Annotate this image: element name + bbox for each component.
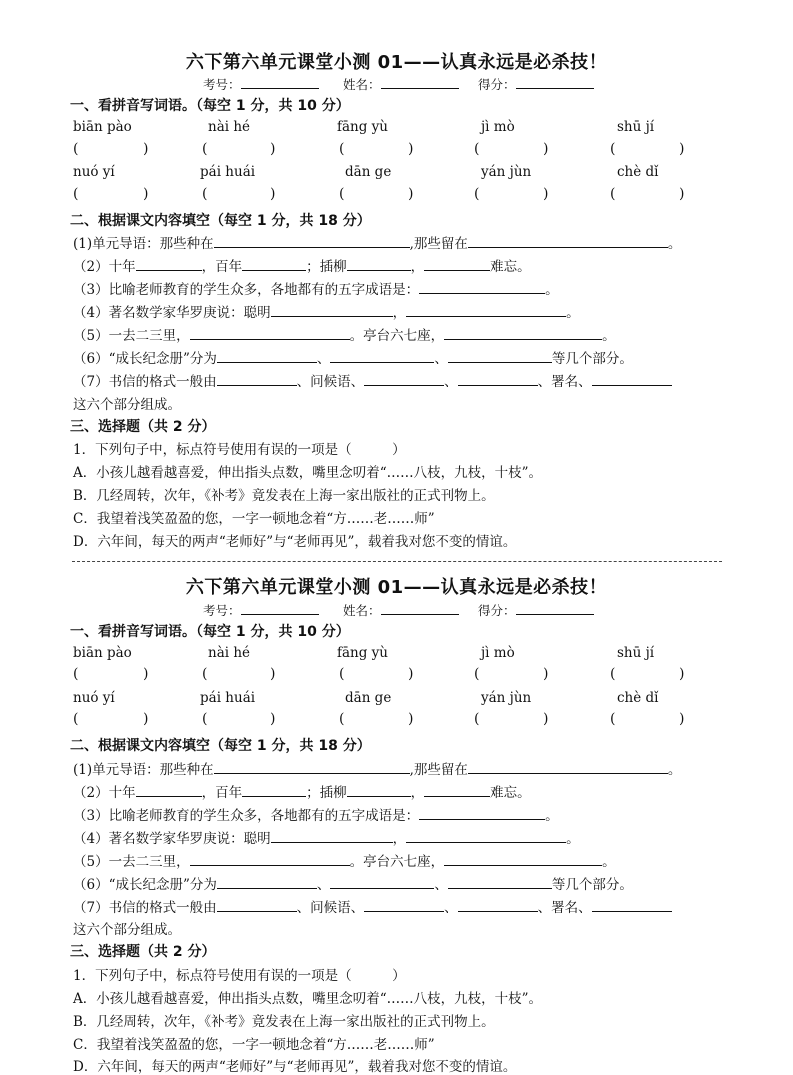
pinyin-item: nài hé	[208, 119, 251, 135]
fill-question-7: （7）书信的格式一般由 、问候语、 、 、署名、	[73, 370, 672, 390]
fill-question-7: （7）书信的格式一般由 、问候语、 、 、署名、	[73, 896, 672, 916]
exam-id-field: 考号：	[203, 75, 319, 93]
section3-heading: 三、选择题（共 2 分）	[70, 419, 216, 435]
fill-question-7-continued: 这六个部分组成。	[73, 922, 181, 938]
choice-question: 1．下列句子中，标点符号使用有误的一项是（ ）	[73, 968, 406, 984]
pinyin-item: chè dǐ	[617, 164, 659, 180]
cut-line-divider	[72, 561, 722, 562]
choice-option-a: A．小孩儿越看越喜爱，伸出指头点数，嘴里念叨着“……八枝，九枝，十枝”。	[73, 991, 543, 1007]
score-field: 得分：	[478, 601, 594, 619]
choice-option-a: A．小孩儿越看越喜爱，伸出指头点数，嘴里念叨着“……八枝，九枝，十枝”。	[73, 465, 543, 481]
pinyin-item: jì mò	[481, 119, 515, 135]
worksheet-title: 六下第六单元课堂小测 01——认真永远是必杀技！	[185, 52, 608, 73]
name-field: 姓名：	[343, 75, 459, 93]
pinyin-item: yán jùn	[481, 690, 532, 706]
section3-heading: 三、选择题（共 2 分）	[70, 944, 216, 960]
worksheet-page: 六下第六单元课堂小测 01——认真永远是必杀技！ 考号： 姓名： 得分： 一、看拼音写词语。（每空 1 分，共 10 分） biān pào nài hé fāng yù jì mò shū jí ( ) ( ) ( ) ( ) ( ) nuó yí pái huái dān ge yán jùn chè dǐ ( ) ( ) ( ) ( ) ( ) 二、根据课文内容填空（每空 1 分，共 18 分） (1)单元导语：那些种在 ,那些留在 。 （2）十年 ，百年 ；插柳 ， 难忘。 （3）比喻老师教育的学生众多，各地都有的五字成语是： 。 （4）著名数学家华罗庚说：聪明 ， 。 （5）一去二三里， 。亭台六七座， 。 （6）“成长纪念册”分为 、 、 等几个部分。 （7）书信的格式一般由 、问候语、 、 、署名、 这六个部分组成。 三、选择题（共 2 分） 1．下列句子中，标点符号使用有误的一项是（ ） A．小孩儿越看越喜爱，伸出指头点数，嘴里念叨着“……八枝，九枝，十枝”。 B．几经周转，次年，《补考》竟发表在上海一家出版社的正式刊物上。 C．我望着浅笑盈盈的您，一字一顿地念着“方……老……师” D．六年间，每天的两声“老师好”与“老师再见”，载着我对您不变的情谊。 六下第六单元课堂小测 01——认真永远是必杀技！ 考号： 姓名： 得分： 一、看拼音写词语。（每空 1 分，共 10 分） biān pào nài hé fāng yù jì mò shū jí ( ) ( ) ( ) ( ) ( ) nuó yí pái huái dān ge yán jùn chè dǐ ( ) ( ) ( ) ( ) ( ) 二、根据课文内容填空（每空 1 分，共 18 分） (1)单元导语：那些种在 ,那些留在 。 （2）十年 ，百年 ；插柳 ， 难忘。 （3）比喻老师教育的学生众多，各地都有的五字成语是： 。 （4）著名数学家华罗庚说：聪明 ， 。 （5）一去二三里， 。亭台六七座， 。 （6）“成长纪念册”分为 、 、 等几个部分。 （7）书信的格式一般由 、问候语、 、 、署名、 这六个部分组成。 三、选择题（共 2 分） 1．下列句子中，标点符号使用有误的一项是（ ） A．小孩儿越看越喜爱，伸出指头点数，嘴里念叨着“……八枝，九枝，十枝”。 B．几经周转，次年，《补考》竟发表在上海一家出版社的正式刊物上。 C．我望着浅笑盈盈的您，一字一顿地念着“方……老……师” D．六年间，每天的两声“老师好”与“老师再见”，载着我对您不变的情谊。	[0, 0, 793, 1072]
fill-question-2: （2）十年 ，百年 ；插柳 ， 难忘。	[73, 781, 531, 801]
pinyin-item: pái huái	[200, 164, 256, 180]
pinyin-item: fāng yù	[337, 119, 388, 135]
choice-option-b: B．几经周转，次年，《补考》竟发表在上海一家出版社的正式刊物上。	[73, 1014, 495, 1030]
fill-question-4: （4）著名数学家华罗庚说：聪明 ， 。	[73, 827, 580, 847]
choice-option-c: C．我望着浅笑盈盈的您，一字一顿地念着“方……老……师”	[73, 1037, 435, 1053]
pinyin-item: nài hé	[208, 645, 251, 661]
section2-heading: 二、根据课文内容填空（每空 1 分，共 18 分）	[70, 738, 371, 754]
pinyin-item: pái huái	[200, 690, 256, 706]
pinyin-item: dān ge	[345, 164, 392, 180]
fill-question-6: （6）“成长纪念册”分为 、 、 等几个部分。	[73, 873, 633, 893]
pinyin-item: fāng yù	[337, 645, 388, 661]
choice-option-d: D．六年间，每天的两声“老师好”与“老师再见”，载着我对您不变的情谊。	[73, 534, 517, 550]
fill-question-1: (1)单元导语：那些种在 ,那些留在 。	[73, 758, 681, 778]
fill-question-7-continued: 这六个部分组成。	[73, 397, 181, 413]
fill-question-4: （4）著名数学家华罗庚说：聪明 ， 。	[73, 301, 580, 321]
choice-option-c: C．我望着浅笑盈盈的您，一字一顿地念着“方……老……师”	[73, 511, 435, 527]
pinyin-item: yán jùn	[481, 164, 532, 180]
pinyin-item: nuó yí	[73, 690, 115, 706]
exam-id-field: 考号：	[203, 601, 319, 619]
pinyin-item: biān pào	[73, 119, 132, 135]
pinyin-item: jì mò	[481, 645, 515, 661]
score-field: 得分：	[478, 75, 594, 93]
worksheet-title: 六下第六单元课堂小测 01——认真永远是必杀技！	[185, 577, 608, 598]
fill-question-1: (1)单元导语：那些种在 ,那些留在 。	[73, 232, 681, 252]
pinyin-item: biān pào	[73, 645, 132, 661]
fill-question-2: （2）十年 ，百年 ；插柳 ， 难忘。	[73, 255, 531, 275]
fill-question-3: （3）比喻老师教育的学生众多，各地都有的五字成语是： 。	[73, 278, 559, 298]
choice-option-d: D．六年间，每天的两声“老师好”与“老师再见”，载着我对您不变的情谊。	[73, 1059, 517, 1075]
fill-question-5: （5）一去二三里， 。亭台六七座， 。	[73, 850, 616, 870]
section1-heading: 一、看拼音写词语。（每空 1 分，共 10 分）	[70, 624, 350, 640]
fill-question-3: （3）比喻老师教育的学生众多，各地都有的五字成语是： 。	[73, 804, 559, 824]
pinyin-item: shū jí	[617, 119, 655, 135]
section1-heading: 一、看拼音写词语。（每空 1 分，共 10 分）	[70, 98, 350, 114]
section2-heading: 二、根据课文内容填空（每空 1 分，共 18 分）	[70, 213, 371, 229]
choice-question: 1．下列句子中，标点符号使用有误的一项是（ ）	[73, 442, 406, 458]
pinyin-item: dān ge	[345, 690, 392, 706]
name-field: 姓名：	[343, 601, 459, 619]
fill-question-5: （5）一去二三里， 。亭台六七座， 。	[73, 324, 616, 344]
fill-question-6: （6）“成长纪念册”分为 、 、 等几个部分。	[73, 347, 633, 367]
pinyin-item: shū jí	[617, 645, 655, 661]
pinyin-item: chè dǐ	[617, 690, 659, 706]
pinyin-item: nuó yí	[73, 164, 115, 180]
choice-option-b: B．几经周转，次年，《补考》竟发表在上海一家出版社的正式刊物上。	[73, 488, 495, 504]
